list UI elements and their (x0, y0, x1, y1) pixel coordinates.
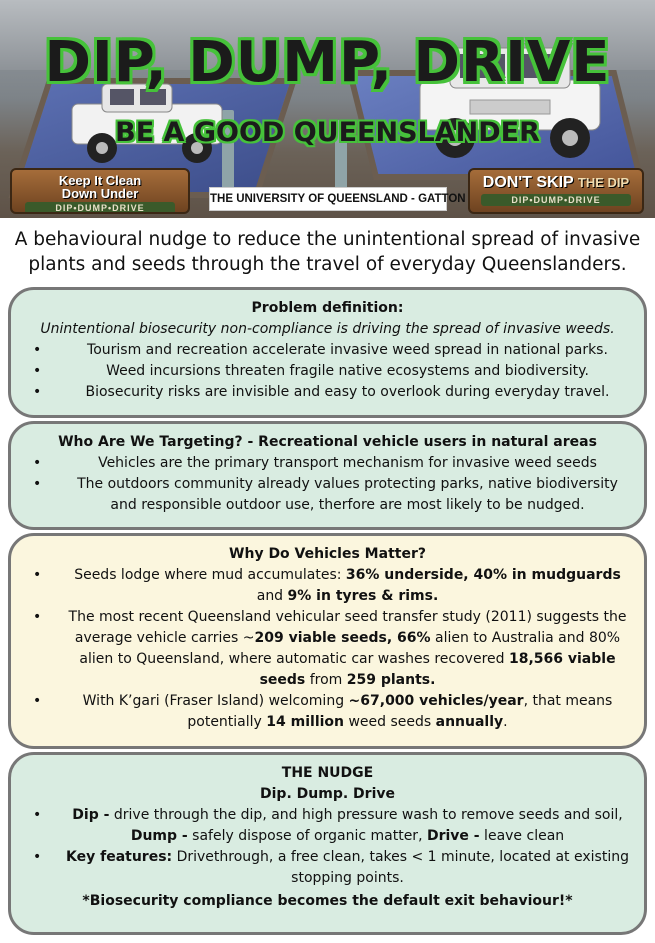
list-item: • Vehicles are the primary transport mechanism for invasive weed seeds (25, 453, 630, 474)
bold-run: Key features: (66, 849, 173, 865)
list-item (25, 805, 630, 847)
list-item: • Weed incursions threaten fragile native ecosystems and biodiversity. (25, 361, 630, 382)
nudge-list (25, 805, 630, 889)
bold-run: 209 viable seeds, 66% (254, 630, 431, 646)
badge-left-line2: Down Under (61, 186, 139, 201)
problem-list (25, 340, 630, 403)
vehicles-list (25, 565, 630, 733)
badge-right-the-dip: THE DIP (577, 175, 630, 190)
nudge-subheading: Dip. Dump. Drive (260, 786, 395, 802)
problem-definition-card (8, 287, 647, 418)
badge-left-strip: DIP•DUMP•DRIVE (25, 202, 175, 214)
list-item: • Biosecurity risks are invisible and easy to overlook during everyday travel. (25, 382, 630, 403)
dont-skip-the-dip-logo (468, 168, 644, 214)
banner-subtitle: BE A GOOD QUEENSLANDER (115, 117, 540, 148)
problem-heading: Problem definition: (251, 300, 404, 316)
bold-run: annually (435, 714, 504, 730)
bold-run: 18,566 viable seeds (259, 651, 616, 688)
text-run: , that means potentially (187, 693, 613, 730)
text-run: Seeds lodge where mud accumulates: (74, 567, 346, 583)
institution-label: THE UNIVERSITY OF QUEENSLAND - GATTON (209, 187, 447, 211)
list-item (25, 607, 630, 691)
targeting-card (8, 421, 647, 530)
text-run: from (305, 672, 347, 688)
list-item (25, 691, 630, 733)
header-banner (0, 0, 655, 218)
vehicles-heading: Why Do Vehicles Matter? (229, 546, 426, 562)
list-item: • The outdoors community already values protecting parks, native biodiversity and responsible outdoor use, therfore are most likely to be nudged. (25, 474, 630, 516)
text-run: alien to Australia and 80% alien to Queensland, where automatic car washes recovered (79, 630, 621, 667)
text-run: The most recent Queensland vehicular seed transfer study (2011) suggests the average vehicle carries ~ (68, 609, 627, 646)
list-item (25, 565, 630, 607)
text-run: With K’gari (Fraser Island) welcoming (82, 693, 349, 709)
text-run: weed seeds (344, 714, 436, 730)
text-run: and (256, 588, 288, 604)
list-item: • Tourism and recreation accelerate invasive weed spread in national parks. (25, 340, 630, 361)
vehicles-matter-card (8, 533, 647, 749)
list-item (25, 847, 630, 889)
banner-title: DIP, DUMP, DRIVE (44, 30, 611, 95)
nudge-card (8, 752, 647, 935)
text-run: safely dispose of organic matter, (187, 828, 427, 844)
targeting-heading: Who Are We Targeting? - Recreational vehicle users in natural areas (58, 434, 597, 450)
problem-statement: Unintentional biosecurity non-compliance is driving the spread of invasive weeds. (40, 321, 615, 337)
bold-run: 259 plants. (346, 672, 436, 688)
keep-it-clean-logo (10, 168, 190, 214)
badge-right-strip: DIP•DUMP•DRIVE (481, 194, 631, 206)
bold-run: Dip - (72, 807, 110, 823)
text-run: drive through the dip, and high pressure wash to remove seeds and soil, (109, 807, 623, 823)
text-run: Drivethrough, a free clean, takes < 1 minute, located at existing stopping points. (172, 849, 629, 886)
bold-run: 14 million (266, 714, 345, 730)
bold-run: Drive - (426, 828, 480, 844)
bold-run: 9% in tyres & rims. (287, 588, 439, 604)
nudge-closing: *Biosecurity compliance becomes the default exit behaviour!* (82, 893, 573, 909)
badge-right-line1 (470, 174, 642, 192)
nudge-heading: THE NUDGE (281, 765, 374, 781)
badge-left-line1: Keep It Clean (58, 173, 142, 188)
bold-run: 36% underside, 40% in mudguards (345, 567, 621, 583)
bold-run: Dump - (130, 828, 188, 844)
text-run: . (503, 714, 508, 730)
targeting-list (25, 453, 630, 516)
badge-right-dont-skip: DON'T SKIP (482, 174, 574, 191)
text-run: leave clean (479, 828, 565, 844)
intro-text: A behavioural nudge to reduce the unintentional spread of invasive plants and seeds through the travel of everyday Queenslanders. (14, 229, 641, 275)
bold-run: ~67,000 vehicles/year (348, 693, 524, 709)
